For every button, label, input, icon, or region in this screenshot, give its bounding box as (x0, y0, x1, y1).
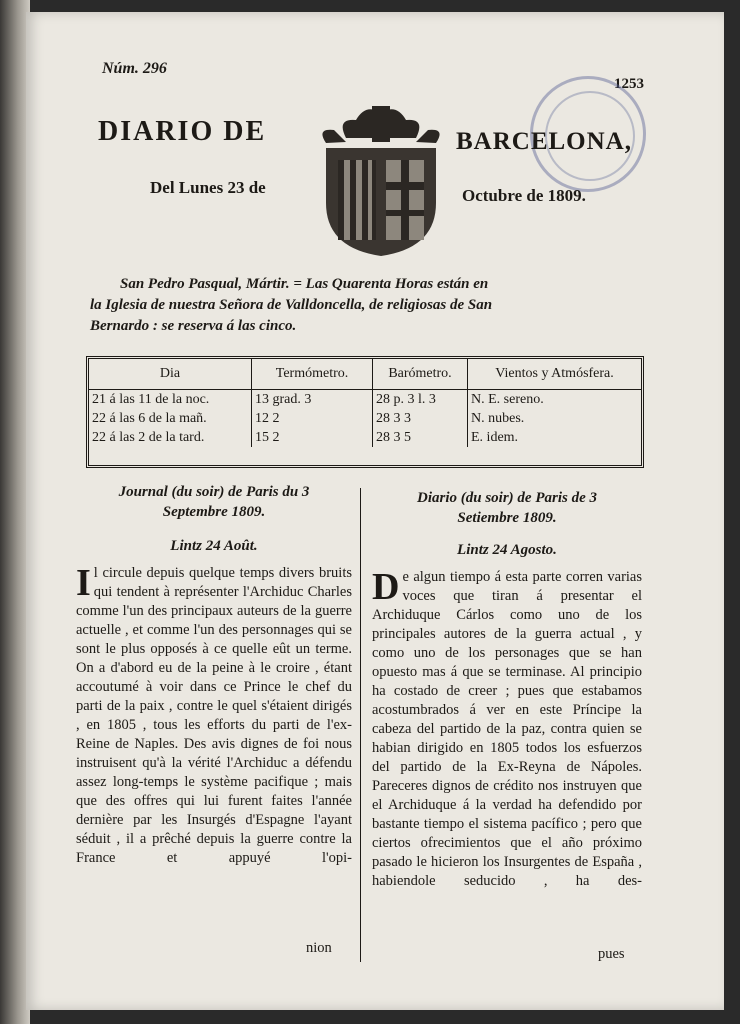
right-column-heading (372, 488, 642, 528)
left-heading-line: Journal (du soir) de Paris du 3 (118, 484, 310, 500)
date-right: Octubre de 1809. (462, 186, 586, 205)
weather-day: 22 á las 2 de la tard. (89, 428, 252, 447)
weather-thermometer: 15 2 (252, 428, 373, 447)
page-number: 1253 (614, 76, 644, 92)
weather-barometer: 28 3 5 (373, 428, 468, 447)
weather-barometer: 28 p. 3 l. 3 (373, 390, 468, 410)
right-article-text (372, 568, 642, 891)
weather-day: 21 á las 11 de la noc. (89, 390, 252, 410)
left-drop-cap: I (76, 562, 91, 604)
table-row (89, 390, 641, 410)
masthead-title-right: BARCELONA, (456, 128, 632, 155)
right-article-tail: pues (598, 946, 625, 962)
saints-notice-line: San Pedro Pasqual, Mártir. = Las Quarenta Horas están en (120, 276, 489, 292)
date-left: Del Lunes 23 de (150, 178, 266, 197)
weather-header-day: Dia (89, 359, 252, 390)
weather-header-winds: Vientos y Atmósfera. (468, 359, 642, 390)
weather-winds: E. idem. (471, 429, 519, 445)
weather-day: 22 á las 6 de la mañ. (89, 409, 252, 428)
newspaper-page (26, 12, 724, 1010)
weather-winds: N. nubes. (471, 410, 525, 426)
weather-thermometer: 13 grad. 3 (252, 390, 373, 410)
weather-header-barometer: Barómetro. (373, 359, 468, 390)
saints-notice-line: Bernardo : se reserva á las cinco. (90, 318, 297, 334)
saints-notice (90, 274, 660, 337)
table-row (89, 409, 641, 428)
right-article-body: e algun tiempo á esta parte corren varias voces que tiran á presentar el Archiduque Cárlos como uno de los principales autores de la guerra actual , y como uno de los personages que se han opuesto mas á que se terminase. Al principio ha costado de creer ; pues que estabamos acostumbrados á ver en este Príncipe la cabeza del partido de la paz, contra quien se habian dirigido en 1805 todos los esfuerzos del partido de la Ex-Reyna de Nápoles. Pareceres dignos de crédito nos instruyen que el Archiduque á la verdad ha defendido por bastante tiempo el sistema pacífico ; pero que ciertos ofrecimientos que el año próximo pasado le hicieron los Insurgentes de España , habiendole seducido , ha des- (372, 569, 642, 889)
left-heading-line: Septembre 1809. (162, 504, 266, 520)
column-divider (360, 488, 361, 962)
weather-table (86, 356, 644, 468)
masthead-title-left: DIARIO DE (98, 116, 267, 147)
left-dateline: Lintz 24 Août. (170, 538, 258, 554)
coat-of-arms-icon (306, 98, 456, 258)
right-heading-line: Diario (du soir) de Paris de 3 (417, 490, 597, 506)
table-row (89, 428, 641, 447)
weather-winds: N. E. sereno. (471, 391, 544, 407)
left-article-tail: nion (306, 940, 332, 956)
issue-number: Núm. 296 (102, 60, 167, 77)
weather-header-thermometer: Termómetro. (252, 359, 373, 390)
right-drop-cap: D (372, 566, 400, 608)
left-column-heading (76, 482, 352, 522)
right-heading-line: Setiembre 1809. (457, 510, 557, 526)
left-article-body: l circule depuis quelque temps divers bruits qui tendent à représenter l'Archiduc Charles comme l'un des principaux auteurs de la guerre actuelle , et comme l'un des personnages qui se sont le plus opposés à ce quelle eût un terme. On a d'abord eu de la peine à le croire , étant accoutumé à voir dans ce Prince le chef du parti de la paix , contre le quel s'étaient dirigés , en 1805 , tous les efforts du parti de l'ex-Reine de Naples. Des avis dignes de foi nous instruisent qu'à la vérité l'Archiduc a défendu assez long-temps le système pacifique ; mais que des offres qui lui furent faites l'année dernière par les Insurgés d'Espagne l'ayant séduit , il a prêché depuis la guerre contre la France et appuyé l'opi- (76, 565, 352, 866)
weather-thermometer: 12 2 (252, 409, 373, 428)
right-dateline: Lintz 24 Agosto. (457, 542, 557, 558)
weather-barometer: 28 3 3 (373, 409, 468, 428)
left-article-text (76, 564, 352, 868)
saints-notice-line: la Iglesia de nuestra Señora de Valldoncella, de religiosas de San (90, 297, 493, 313)
